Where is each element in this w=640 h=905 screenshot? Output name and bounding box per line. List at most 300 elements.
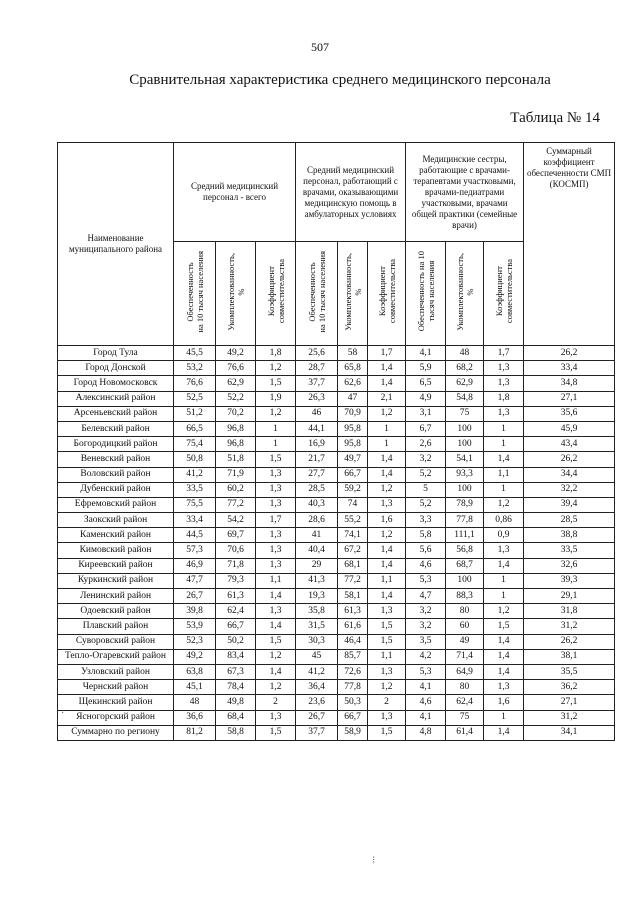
table-label: Таблица № 14 — [510, 110, 600, 126]
table-cell: 58,1 — [338, 589, 368, 604]
table-cell: 4,1 — [406, 710, 446, 725]
table-cell: 26,7 — [296, 710, 338, 725]
subheader-part-time: Коэффициент совместительства — [368, 242, 406, 346]
table-cell: 1 — [484, 589, 524, 604]
table-cell: 1,4 — [256, 589, 296, 604]
table-cell: 95,8 — [338, 421, 368, 436]
table-cell: 77,2 — [338, 573, 368, 588]
table-cell: 29,1 — [524, 589, 615, 604]
table-cell: 47,7 — [174, 573, 216, 588]
table-cell: 3,2 — [406, 619, 446, 634]
table-cell: 100 — [446, 437, 484, 452]
district-name: Арсеньевский район — [58, 406, 174, 421]
header-group-total-staff: Средний медицинский персонал - всего — [174, 143, 296, 242]
table-cell: 36,6 — [174, 710, 216, 725]
table-row — [58, 573, 615, 588]
table-cell: 29 — [296, 558, 338, 573]
table-cell: 48 — [446, 346, 484, 361]
table-cell: 80 — [446, 680, 484, 695]
table-cell: 66,7 — [338, 467, 368, 482]
table-cell: 1,1 — [368, 649, 406, 664]
table-cell: 1,5 — [368, 725, 406, 740]
table-cell: 44,5 — [174, 528, 216, 543]
table-cell: 32,2 — [524, 482, 615, 497]
table-cell: 5,2 — [406, 467, 446, 482]
table-cell: 5,8 — [406, 528, 446, 543]
table-cell: 1,1 — [368, 573, 406, 588]
table-cell: 27,1 — [524, 391, 615, 406]
table-cell: 1,7 — [256, 513, 296, 528]
table-row — [58, 649, 615, 664]
table-cell: 62,9 — [446, 376, 484, 391]
table-cell: 95,8 — [338, 437, 368, 452]
table-cell: 59,2 — [338, 482, 368, 497]
table-cell: 36,4 — [296, 680, 338, 695]
table-cell: 1,9 — [256, 391, 296, 406]
district-name: Киреевский район — [58, 558, 174, 573]
table-cell: 1,4 — [484, 664, 524, 679]
table-cell: 40,3 — [296, 497, 338, 512]
table-cell: 52,5 — [174, 391, 216, 406]
table-cell: 79,3 — [216, 573, 256, 588]
table-cell: 1,3 — [256, 604, 296, 619]
table-cell: 1 — [484, 710, 524, 725]
table-cell: 1,7 — [368, 346, 406, 361]
table-cell: 3,1 — [406, 406, 446, 421]
table-cell: 1,3 — [484, 680, 524, 695]
table-cell: 1,3 — [368, 497, 406, 512]
district-name: Город Тула — [58, 346, 174, 361]
table-cell: 96,8 — [216, 421, 256, 436]
district-name: Узловский район — [58, 664, 174, 679]
table-cell: 1 — [368, 421, 406, 436]
table-cell: 1,1 — [484, 467, 524, 482]
table-cell: 56,8 — [446, 543, 484, 558]
table-row — [58, 528, 615, 543]
table-cell: 1 — [484, 482, 524, 497]
district-name: Суворовский район — [58, 634, 174, 649]
subheader-part-time: Коэффициент совместительства — [256, 242, 296, 346]
table-cell: 6,5 — [406, 376, 446, 391]
table-row — [58, 391, 615, 406]
table-cell: 70,6 — [216, 543, 256, 558]
table-cell: 40,4 — [296, 543, 338, 558]
table-cell: 30,3 — [296, 634, 338, 649]
table-cell: 1,4 — [484, 452, 524, 467]
table-cell: 75,5 — [174, 497, 216, 512]
table-cell: 4,8 — [406, 725, 446, 740]
table-cell: 62,4 — [216, 604, 256, 619]
table-row — [58, 695, 615, 710]
table-cell: 62,6 — [338, 376, 368, 391]
table-cell: 67,3 — [216, 664, 256, 679]
table-row — [58, 361, 615, 376]
table-cell: 1,4 — [256, 619, 296, 634]
table-cell: 64,9 — [446, 664, 484, 679]
table-cell: 34,8 — [524, 376, 615, 391]
table-cell: 25,6 — [296, 346, 338, 361]
table-cell: 51,8 — [216, 452, 256, 467]
table-cell: 96,8 — [216, 437, 256, 452]
table-row — [58, 710, 615, 725]
table-cell: 26,7 — [174, 589, 216, 604]
table-cell: 1,5 — [256, 725, 296, 740]
subheader-part-time: Коэффициент совместительства — [484, 242, 524, 346]
table-cell: 33,4 — [524, 361, 615, 376]
table-cell: 1,2 — [256, 680, 296, 695]
table-cell: 52,2 — [216, 391, 256, 406]
table-cell: 1,4 — [368, 452, 406, 467]
table-cell: 88,3 — [446, 589, 484, 604]
district-name: Куркинский район — [58, 573, 174, 588]
table-row — [58, 558, 615, 573]
table-cell: 53,2 — [174, 361, 216, 376]
district-name: Алексинский район — [58, 391, 174, 406]
table-cell: 5,6 — [406, 543, 446, 558]
table-cell: 1,3 — [256, 497, 296, 512]
table-cell: 1,4 — [484, 649, 524, 664]
district-name: Ясногорский район — [58, 710, 174, 725]
table-cell: 44,1 — [296, 421, 338, 436]
table-cell: 39,8 — [174, 604, 216, 619]
table-row — [58, 513, 615, 528]
table-cell: 28,6 — [296, 513, 338, 528]
district-name: Веневский район — [58, 452, 174, 467]
table-cell: 34,4 — [524, 467, 615, 482]
table-cell: 45,5 — [174, 346, 216, 361]
table-cell: 111,1 — [446, 528, 484, 543]
table-cell: 1,2 — [484, 604, 524, 619]
table-cell: 4,6 — [406, 695, 446, 710]
table-cell: 2,1 — [368, 391, 406, 406]
table-cell: 68,7 — [446, 558, 484, 573]
table-cell: 26,3 — [296, 391, 338, 406]
table-cell: 1,2 — [256, 649, 296, 664]
table-cell: 1,7 — [484, 346, 524, 361]
table-cell: 81,2 — [174, 725, 216, 740]
table-cell: 26,2 — [524, 634, 615, 649]
table-cell: 33,5 — [174, 482, 216, 497]
page-number: 507 — [311, 40, 329, 54]
district-name: Плавский район — [58, 619, 174, 634]
table-cell: 31,2 — [524, 710, 615, 725]
table-cell: 49,8 — [216, 695, 256, 710]
table-row — [58, 482, 615, 497]
table-cell: 75 — [446, 710, 484, 725]
table-row — [58, 467, 615, 482]
table-cell: 5,2 — [406, 497, 446, 512]
table-cell: 1,3 — [368, 664, 406, 679]
table-cell: 61,4 — [446, 725, 484, 740]
table-cell: 27,7 — [296, 467, 338, 482]
table-cell: 74,1 — [338, 528, 368, 543]
table-cell: 1 — [368, 437, 406, 452]
table-cell: 31,8 — [524, 604, 615, 619]
table-cell: 48 — [174, 695, 216, 710]
table-cell: 6,7 — [406, 421, 446, 436]
table-cell: 49,2 — [174, 649, 216, 664]
table-cell: 1,1 — [256, 573, 296, 588]
table-cell: 28,5 — [524, 513, 615, 528]
table-cell: 37,7 — [296, 725, 338, 740]
comparison-table — [57, 142, 615, 741]
table-cell: 1,8 — [484, 391, 524, 406]
table-cell: 1,2 — [484, 497, 524, 512]
table-cell: 58,8 — [216, 725, 256, 740]
table-row — [58, 497, 615, 512]
table-cell: 76,6 — [174, 376, 216, 391]
table-cell: 61,6 — [338, 619, 368, 634]
table-cell: 41,2 — [296, 664, 338, 679]
table-cell: 4,7 — [406, 589, 446, 604]
district-name: Воловский район — [58, 467, 174, 482]
table-cell: 54,1 — [446, 452, 484, 467]
table-cell: 47 — [338, 391, 368, 406]
table-cell: 35,5 — [524, 664, 615, 679]
table-cell: 33,4 — [174, 513, 216, 528]
table-cell: 49,2 — [216, 346, 256, 361]
table-cell: 49,7 — [338, 452, 368, 467]
table-cell: 28,5 — [296, 482, 338, 497]
table-row — [58, 634, 615, 649]
table-cell: 66,5 — [174, 421, 216, 436]
table-cell: 1,3 — [256, 710, 296, 725]
table-row — [58, 604, 615, 619]
table-cell: 1,4 — [368, 589, 406, 604]
table-cell: 1 — [256, 437, 296, 452]
table-cell: 45,1 — [174, 680, 216, 695]
table-cell: 62,9 — [216, 376, 256, 391]
table-row — [58, 346, 615, 361]
table-cell: 31,2 — [524, 619, 615, 634]
district-name: Богородицкий район — [58, 437, 174, 452]
table-cell: 33,5 — [524, 543, 615, 558]
table-cell: 52,3 — [174, 634, 216, 649]
table-cell: 49 — [446, 634, 484, 649]
table-cell: 1 — [484, 437, 524, 452]
table-cell: 53,9 — [174, 619, 216, 634]
table-cell: 100 — [446, 421, 484, 436]
subheader-staffing: Укомплектованность, % — [446, 242, 484, 346]
table-cell: 70,2 — [216, 406, 256, 421]
table-cell: 1,6 — [368, 513, 406, 528]
table-cell: 1,4 — [484, 558, 524, 573]
table-row — [58, 421, 615, 436]
table-cell: 68,2 — [446, 361, 484, 376]
subheader-provision: Обеспеченность на 10 тысяч населения — [296, 242, 338, 346]
table-cell: 1,5 — [368, 634, 406, 649]
table-cell: 69,7 — [216, 528, 256, 543]
table-cell: 0,86 — [484, 513, 524, 528]
table-cell: 1,4 — [368, 467, 406, 482]
table-cell: 50,8 — [174, 452, 216, 467]
table-cell: 85,7 — [338, 649, 368, 664]
district-name: Ленинский район — [58, 589, 174, 604]
table-cell: 1,4 — [256, 664, 296, 679]
district-name: Дубенский район — [58, 482, 174, 497]
table-cell: 26,2 — [524, 346, 615, 361]
district-name: Суммарно по региону — [58, 725, 174, 740]
table-cell: 66,7 — [216, 619, 256, 634]
table-cell: 71,8 — [216, 558, 256, 573]
table-cell: 1,3 — [368, 604, 406, 619]
table-cell: 1 — [484, 573, 524, 588]
table-cell: 57,3 — [174, 543, 216, 558]
table-cell: 61,3 — [338, 604, 368, 619]
district-name: Каменский район — [58, 528, 174, 543]
table-row — [58, 589, 615, 604]
table-cell: 1,6 — [484, 695, 524, 710]
district-name: Щекинский район — [58, 695, 174, 710]
table-cell: 4,1 — [406, 346, 446, 361]
table-cell: 46,9 — [174, 558, 216, 573]
table-cell: 43,4 — [524, 437, 615, 452]
table-row — [58, 543, 615, 558]
table-row — [58, 664, 615, 679]
table-cell: 70,9 — [338, 406, 368, 421]
table-cell: 28,7 — [296, 361, 338, 376]
table-cell: 1,4 — [368, 543, 406, 558]
table-cell: 77,8 — [338, 680, 368, 695]
table-cell: 50,3 — [338, 695, 368, 710]
table-cell: 26,2 — [524, 452, 615, 467]
table-cell: 1,3 — [484, 361, 524, 376]
table-cell: 60 — [446, 619, 484, 634]
table-cell: 71,9 — [216, 467, 256, 482]
subheader-staffing: Укомплектованность, % — [338, 242, 368, 346]
table-cell: 4,2 — [406, 649, 446, 664]
table-cell: 58,9 — [338, 725, 368, 740]
table-cell: 1,4 — [484, 634, 524, 649]
table-cell: 27,1 — [524, 695, 615, 710]
table-cell: 55,2 — [338, 513, 368, 528]
table-cell: 1,5 — [256, 634, 296, 649]
table-cell: 78,4 — [216, 680, 256, 695]
table-cell: 1 — [256, 421, 296, 436]
table-cell: 61,3 — [216, 589, 256, 604]
table-cell: 3,3 — [406, 513, 446, 528]
table-cell: 1 — [484, 421, 524, 436]
table-cell: 1,5 — [368, 619, 406, 634]
header-total-coefficient: Суммарный коэффициент обеспеченности СМП (КОСМП) — [524, 143, 615, 346]
table-row — [58, 619, 615, 634]
district-name: Город Донской — [58, 361, 174, 376]
table-cell: 1,5 — [256, 452, 296, 467]
table-cell: 4,1 — [406, 680, 446, 695]
table-cell: 2 — [256, 695, 296, 710]
table-cell: 39,4 — [524, 497, 615, 512]
table-cell: 54,2 — [216, 513, 256, 528]
header-group-district-nurses: Медицинские сестры, работающие с врачами-терапевтами участковыми, врачами-педиатрами участковыми, врачами общей практики (семейные врачи) — [406, 143, 524, 242]
table-cell: 1,4 — [368, 361, 406, 376]
table-cell: 1,3 — [256, 467, 296, 482]
document-title: Сравнительная характеристика среднего медицинского персонала — [129, 72, 551, 88]
table-cell: 38,1 — [524, 649, 615, 664]
table-cell: 37,7 — [296, 376, 338, 391]
table-cell: 58 — [338, 346, 368, 361]
table-cell: 1,3 — [484, 406, 524, 421]
table-cell: 41 — [296, 528, 338, 543]
subheader-staffing: Укомплектованность, % — [216, 242, 256, 346]
table-cell: 77,8 — [446, 513, 484, 528]
table-cell: 65,8 — [338, 361, 368, 376]
table-cell: 71,4 — [446, 649, 484, 664]
table-cell: 34,1 — [524, 725, 615, 740]
district-name: Ефремовский район — [58, 497, 174, 512]
table-cell: 68,1 — [338, 558, 368, 573]
table-cell: 19,3 — [296, 589, 338, 604]
table-cell: 5 — [406, 482, 446, 497]
table-cell: 72,6 — [338, 664, 368, 679]
table-cell: 63,8 — [174, 664, 216, 679]
table-cell: 36,2 — [524, 680, 615, 695]
margin-mark: · — [61, 708, 65, 719]
table-cell: 1,4 — [368, 558, 406, 573]
table-row — [58, 376, 615, 391]
table-cell: 1,5 — [484, 619, 524, 634]
table-cell: 67,2 — [338, 543, 368, 558]
table-cell: 3,2 — [406, 452, 446, 467]
table-row — [58, 452, 615, 467]
table-cell: 4,6 — [406, 558, 446, 573]
table-cell: 45 — [296, 649, 338, 664]
table-cell: 1,8 — [256, 346, 296, 361]
district-name: Одоевский район — [58, 604, 174, 619]
table-cell: 35,8 — [296, 604, 338, 619]
table-cell: 62,4 — [446, 695, 484, 710]
table-cell: 16,9 — [296, 437, 338, 452]
table-cell: 1,3 — [368, 710, 406, 725]
table-cell: 68,4 — [216, 710, 256, 725]
table-cell: 1,3 — [256, 482, 296, 497]
table-cell: 93,3 — [446, 467, 484, 482]
table-cell: 2 — [368, 695, 406, 710]
table-cell: 78,9 — [446, 497, 484, 512]
district-name: Город Новомосковск — [58, 376, 174, 391]
table-cell: 46,4 — [338, 634, 368, 649]
table-cell: 41,2 — [174, 467, 216, 482]
table-cell: 77,2 — [216, 497, 256, 512]
district-name: Чернский район — [58, 680, 174, 695]
header-group-outpatient: Средний медицинский персонал, работающий с врачами, оказывающими медицинскую помощь в амбулаторных условиях — [296, 143, 406, 242]
table-cell: 2,6 — [406, 437, 446, 452]
table-cell: 5,3 — [406, 573, 446, 588]
page-bottom-marks: ⁝ — [372, 855, 376, 866]
district-name: Заокский район — [58, 513, 174, 528]
table-cell: 83,4 — [216, 649, 256, 664]
table-cell: 5,3 — [406, 664, 446, 679]
table-cell: 41,3 — [296, 573, 338, 588]
subheader-provision: Обеспеченность на 10 тысяч населения — [406, 242, 446, 346]
table-cell: 60,2 — [216, 482, 256, 497]
table-cell: 21,7 — [296, 452, 338, 467]
table-cell: 1,4 — [484, 725, 524, 740]
table-body — [58, 346, 615, 741]
table-cell: 1,2 — [368, 680, 406, 695]
table-cell: 3,2 — [406, 604, 446, 619]
table-cell: 32,6 — [524, 558, 615, 573]
table-cell: 100 — [446, 573, 484, 588]
table-cell: 1,3 — [256, 543, 296, 558]
subheader-provision: Обеспеченность на 10 тысяч населения — [174, 242, 216, 346]
table-cell: 31,5 — [296, 619, 338, 634]
table-cell: 38,8 — [524, 528, 615, 543]
table-cell: 54,8 — [446, 391, 484, 406]
table-cell: 39,3 — [524, 573, 615, 588]
table-cell: 1,2 — [256, 406, 296, 421]
district-name: Белевский район — [58, 421, 174, 436]
table-cell: 75 — [446, 406, 484, 421]
